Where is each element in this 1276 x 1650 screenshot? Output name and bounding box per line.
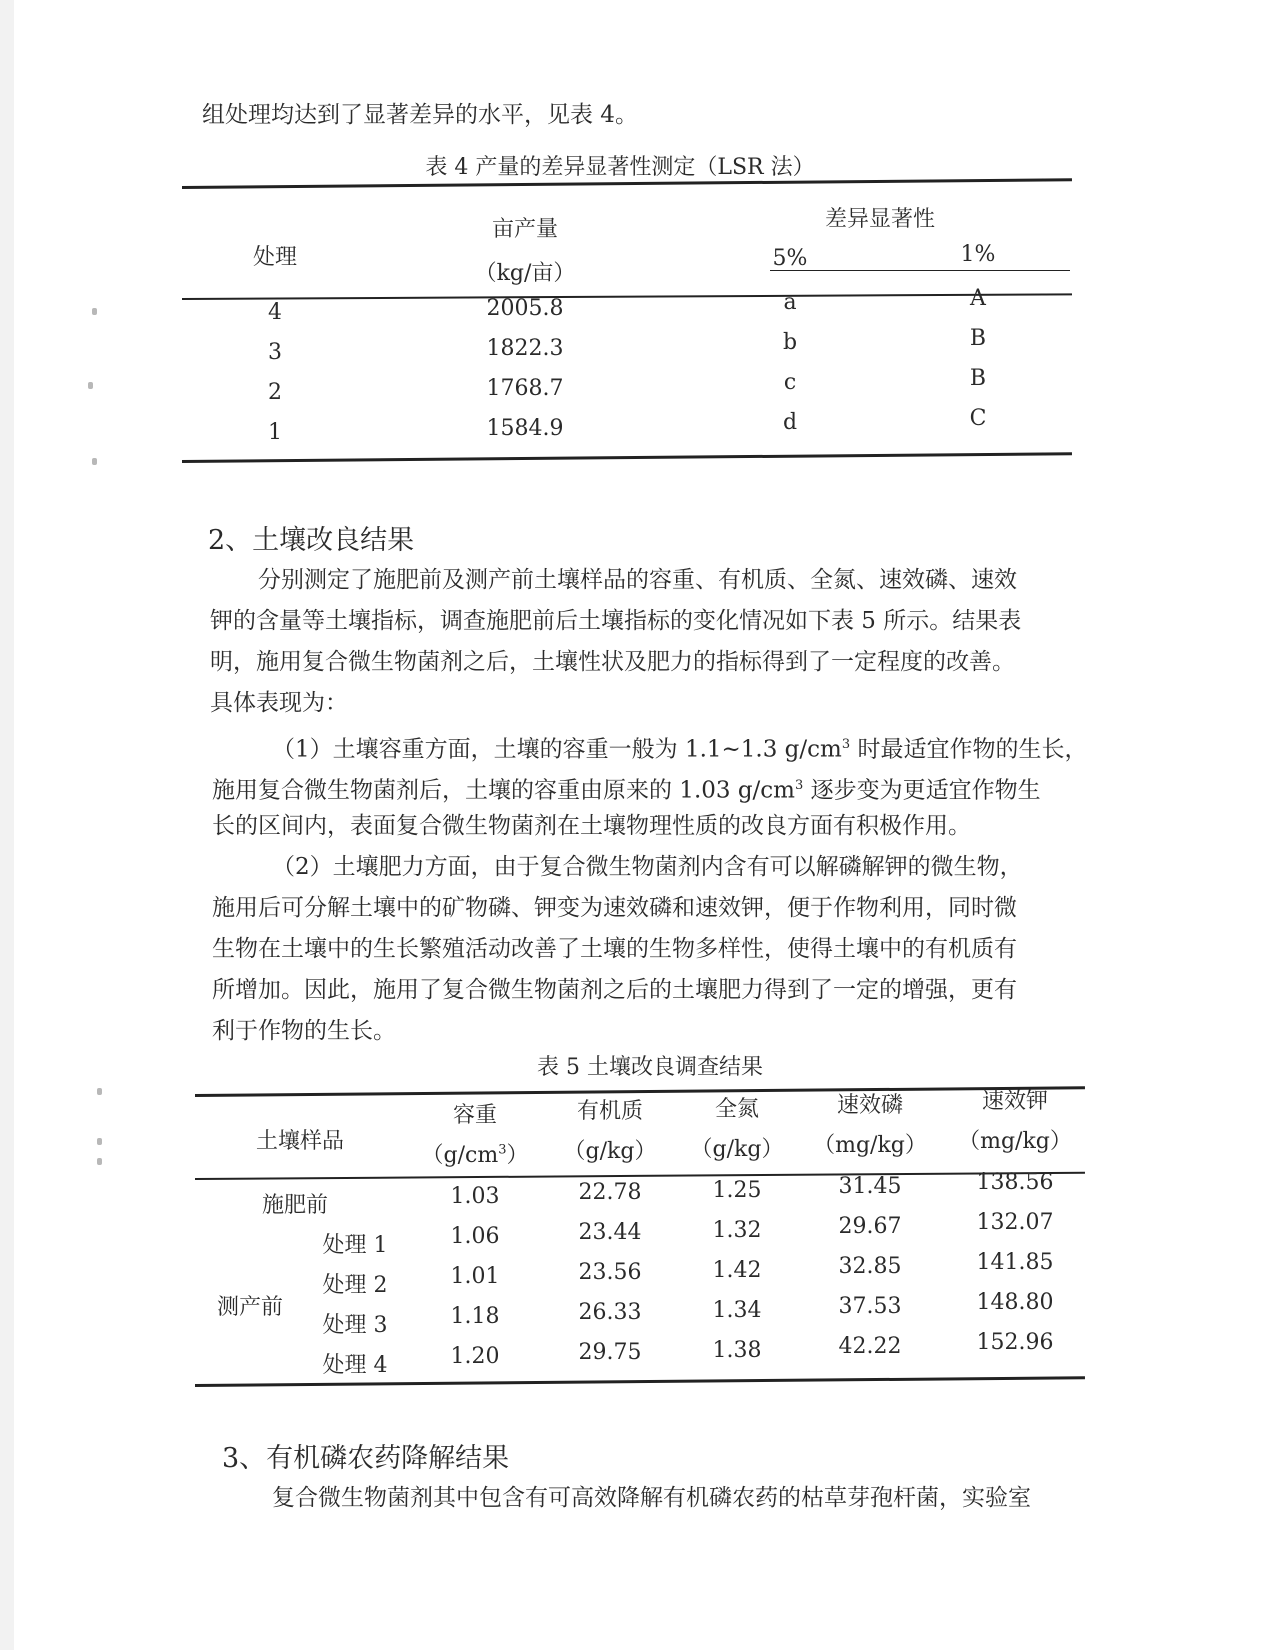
table5-header-total-nitrogen-unit: （g/kg） — [690, 1137, 784, 1162]
table4-bottom-rule — [182, 452, 1072, 463]
table4-header-treatment: 处理 — [252, 245, 297, 270]
table4-cell: B — [969, 366, 987, 391]
scan-edge — [0, 0, 14, 1650]
table5-group-label: 测产前 — [216, 1295, 283, 1320]
scan-speck — [97, 1158, 102, 1165]
table4-header-5pct: 5% — [772, 246, 808, 271]
table5-row-label: 处理 1 — [322, 1233, 388, 1258]
table5-cell: 23.56 — [578, 1260, 642, 1285]
table5-cell: 26.33 — [578, 1300, 642, 1325]
table5-cell: 29.67 — [838, 1214, 902, 1239]
table5-cell: 23.44 — [578, 1220, 642, 1245]
table4-cell: a — [783, 290, 797, 315]
scan-speck — [92, 308, 97, 315]
table5-caption: 表 5 土壤改良调查结果 — [537, 1055, 763, 1080]
paragraph-line: （2）土壤肥力方面，由于复合微生物菌剂内含有可以解磷解钾的微生物， — [272, 854, 1023, 880]
table5-cell: 1.20 — [450, 1344, 500, 1369]
table4-cell: 3 — [268, 340, 282, 365]
paragraph-line: 明，施用复合微生物菌剂之后，土壤性状及肥力的指标得到了一定程度的改善。 — [210, 649, 1015, 675]
table5-header-bulk-density-unit: $(g/cm^3)$ — [421, 1142, 529, 1168]
table4-cell: c — [783, 370, 797, 395]
table5-cell: 1.42 — [712, 1258, 762, 1283]
table5-cell: 148.80 — [976, 1290, 1054, 1315]
table4-cell: B — [969, 326, 987, 351]
paragraph-line: 利于作物的生长。 — [212, 1018, 396, 1044]
table4-cell: 1822.3 — [486, 336, 564, 361]
table5-cell: 1.18 — [450, 1304, 500, 1329]
table5-header-avail-p: 速效磷 — [836, 1093, 903, 1118]
scan-speck — [97, 1088, 102, 1095]
table5-cell: 1.34 — [712, 1298, 762, 1323]
table5-cell: 152.96 — [976, 1330, 1054, 1355]
table5-cell: 1.01 — [450, 1264, 500, 1289]
table4-cell: C — [969, 406, 987, 431]
paragraph-line: 所增加。因此，施用了复合微生物菌剂之后的土壤肥力得到了一定的增强，更有 — [212, 977, 1017, 1003]
section3-heading: 3、有机磷农药降解结果 — [222, 1443, 510, 1474]
table5-cell: 1.25 — [712, 1178, 762, 1203]
table5-header-organic-matter-unit: （g/kg） — [563, 1139, 657, 1164]
table5-cell: 1.03 — [450, 1184, 500, 1209]
table4-header-yield: 亩产量 — [491, 217, 558, 242]
table5-row-label: 处理 2 — [322, 1273, 388, 1298]
table5-cell: 138.56 — [976, 1170, 1054, 1195]
paragraph-line: （1）土壤容重方面，土壤的容重一般为 1.1~1.3 $g/cm^3$ 时最适宜作物的生长， — [272, 736, 1088, 763]
paragraph-line: 长的区间内，表面复合微生物菌剂在土壤物理性质的改良方面有积极作用。 — [212, 813, 971, 839]
table5-cell: 32.85 — [838, 1254, 902, 1279]
paragraph-line: 生物在土壤中的生长繁殖活动改善了土壤的生物多样性，使得土壤中的有机质有 — [212, 936, 1017, 962]
table5-header-avail-p-unit: （mg/kg） — [813, 1133, 927, 1158]
table4-cell: b — [782, 330, 798, 355]
table5-header-organic-matter: 有机质 — [576, 1099, 643, 1124]
table4-cell: 4 — [268, 300, 282, 325]
table4-cell: d — [782, 410, 798, 435]
paragraph-line: 分别测定了施肥前及测产前土壤样品的容重、有机质、全氮、速效磷、速效 — [258, 567, 1017, 593]
table5-cell: 29.75 — [578, 1340, 642, 1365]
table5-cell: 42.22 — [838, 1334, 902, 1359]
table5-cell: 31.45 — [838, 1174, 902, 1199]
table4-header-significance: 差异显著性 — [824, 207, 935, 232]
table4-caption: 表 4 产量的差异显著性测定（LSR 法） — [425, 155, 815, 180]
table4-cell: 1 — [268, 420, 282, 445]
paragraph-line: 钾的含量等土壤指标，调查施肥前后土壤指标的变化情况如下表 5 所示。结果表 — [210, 608, 1022, 634]
table4-cell: 1768.7 — [486, 376, 564, 401]
table5-header-total-nitrogen: 全氮 — [714, 1097, 759, 1122]
scan-speck — [88, 382, 93, 389]
table5-cell: 132.07 — [976, 1210, 1054, 1235]
table5-cell: 37.53 — [838, 1294, 902, 1319]
table4-header-1pct: 1% — [960, 242, 996, 267]
table5-header-avail-k-unit: （mg/kg） — [958, 1129, 1072, 1154]
table4-cell: A — [970, 286, 986, 311]
table5-header-bulk-density: 容重 — [452, 1103, 497, 1128]
table5-row-label: 处理 3 — [322, 1313, 388, 1338]
table5-cell: 1.32 — [712, 1218, 762, 1243]
intro-line: 组处理均达到了显著差异的水平，见表 4。 — [202, 102, 638, 128]
table4-cell: 2005.8 — [486, 296, 564, 321]
table5-header-avail-k: 速效钾 — [981, 1089, 1048, 1114]
table4-cell: 2 — [268, 380, 282, 405]
table4-header-yield-unit: （kg/亩） — [474, 261, 576, 286]
paragraph-line: 施用后可分解土壤中的矿物磷、钾变为速效磷和速效钾，便于作物利用，同时微 — [212, 895, 1017, 921]
table5-row-label: 施肥前 — [261, 1193, 328, 1218]
paragraph-line: 具体表现为： — [210, 690, 348, 716]
scan-speck — [92, 458, 97, 465]
table5-header-sample: 土壤样品 — [255, 1129, 344, 1154]
table5-row-label: 处理 4 — [322, 1353, 388, 1378]
section2-heading: 2、土壤改良结果 — [208, 525, 415, 556]
table5-cell: 22.78 — [578, 1180, 642, 1205]
table5-cell: 141.85 — [976, 1250, 1054, 1275]
scan-speck — [97, 1138, 102, 1145]
table4-cell: 1584.9 — [486, 416, 564, 441]
table5-cell: 1.38 — [712, 1338, 762, 1363]
paragraph-line: 复合微生物菌剂其中包含有可高效降解有机磷农药的枯草芽孢杆菌，实验室 — [272, 1485, 1031, 1511]
paragraph-line: 施用复合微生物菌剂后，土壤的容重由原来的 1.03 $g/cm^3$ 逐步变为更适宜作物生 — [212, 777, 1041, 804]
table5-cell: 1.06 — [450, 1224, 500, 1249]
